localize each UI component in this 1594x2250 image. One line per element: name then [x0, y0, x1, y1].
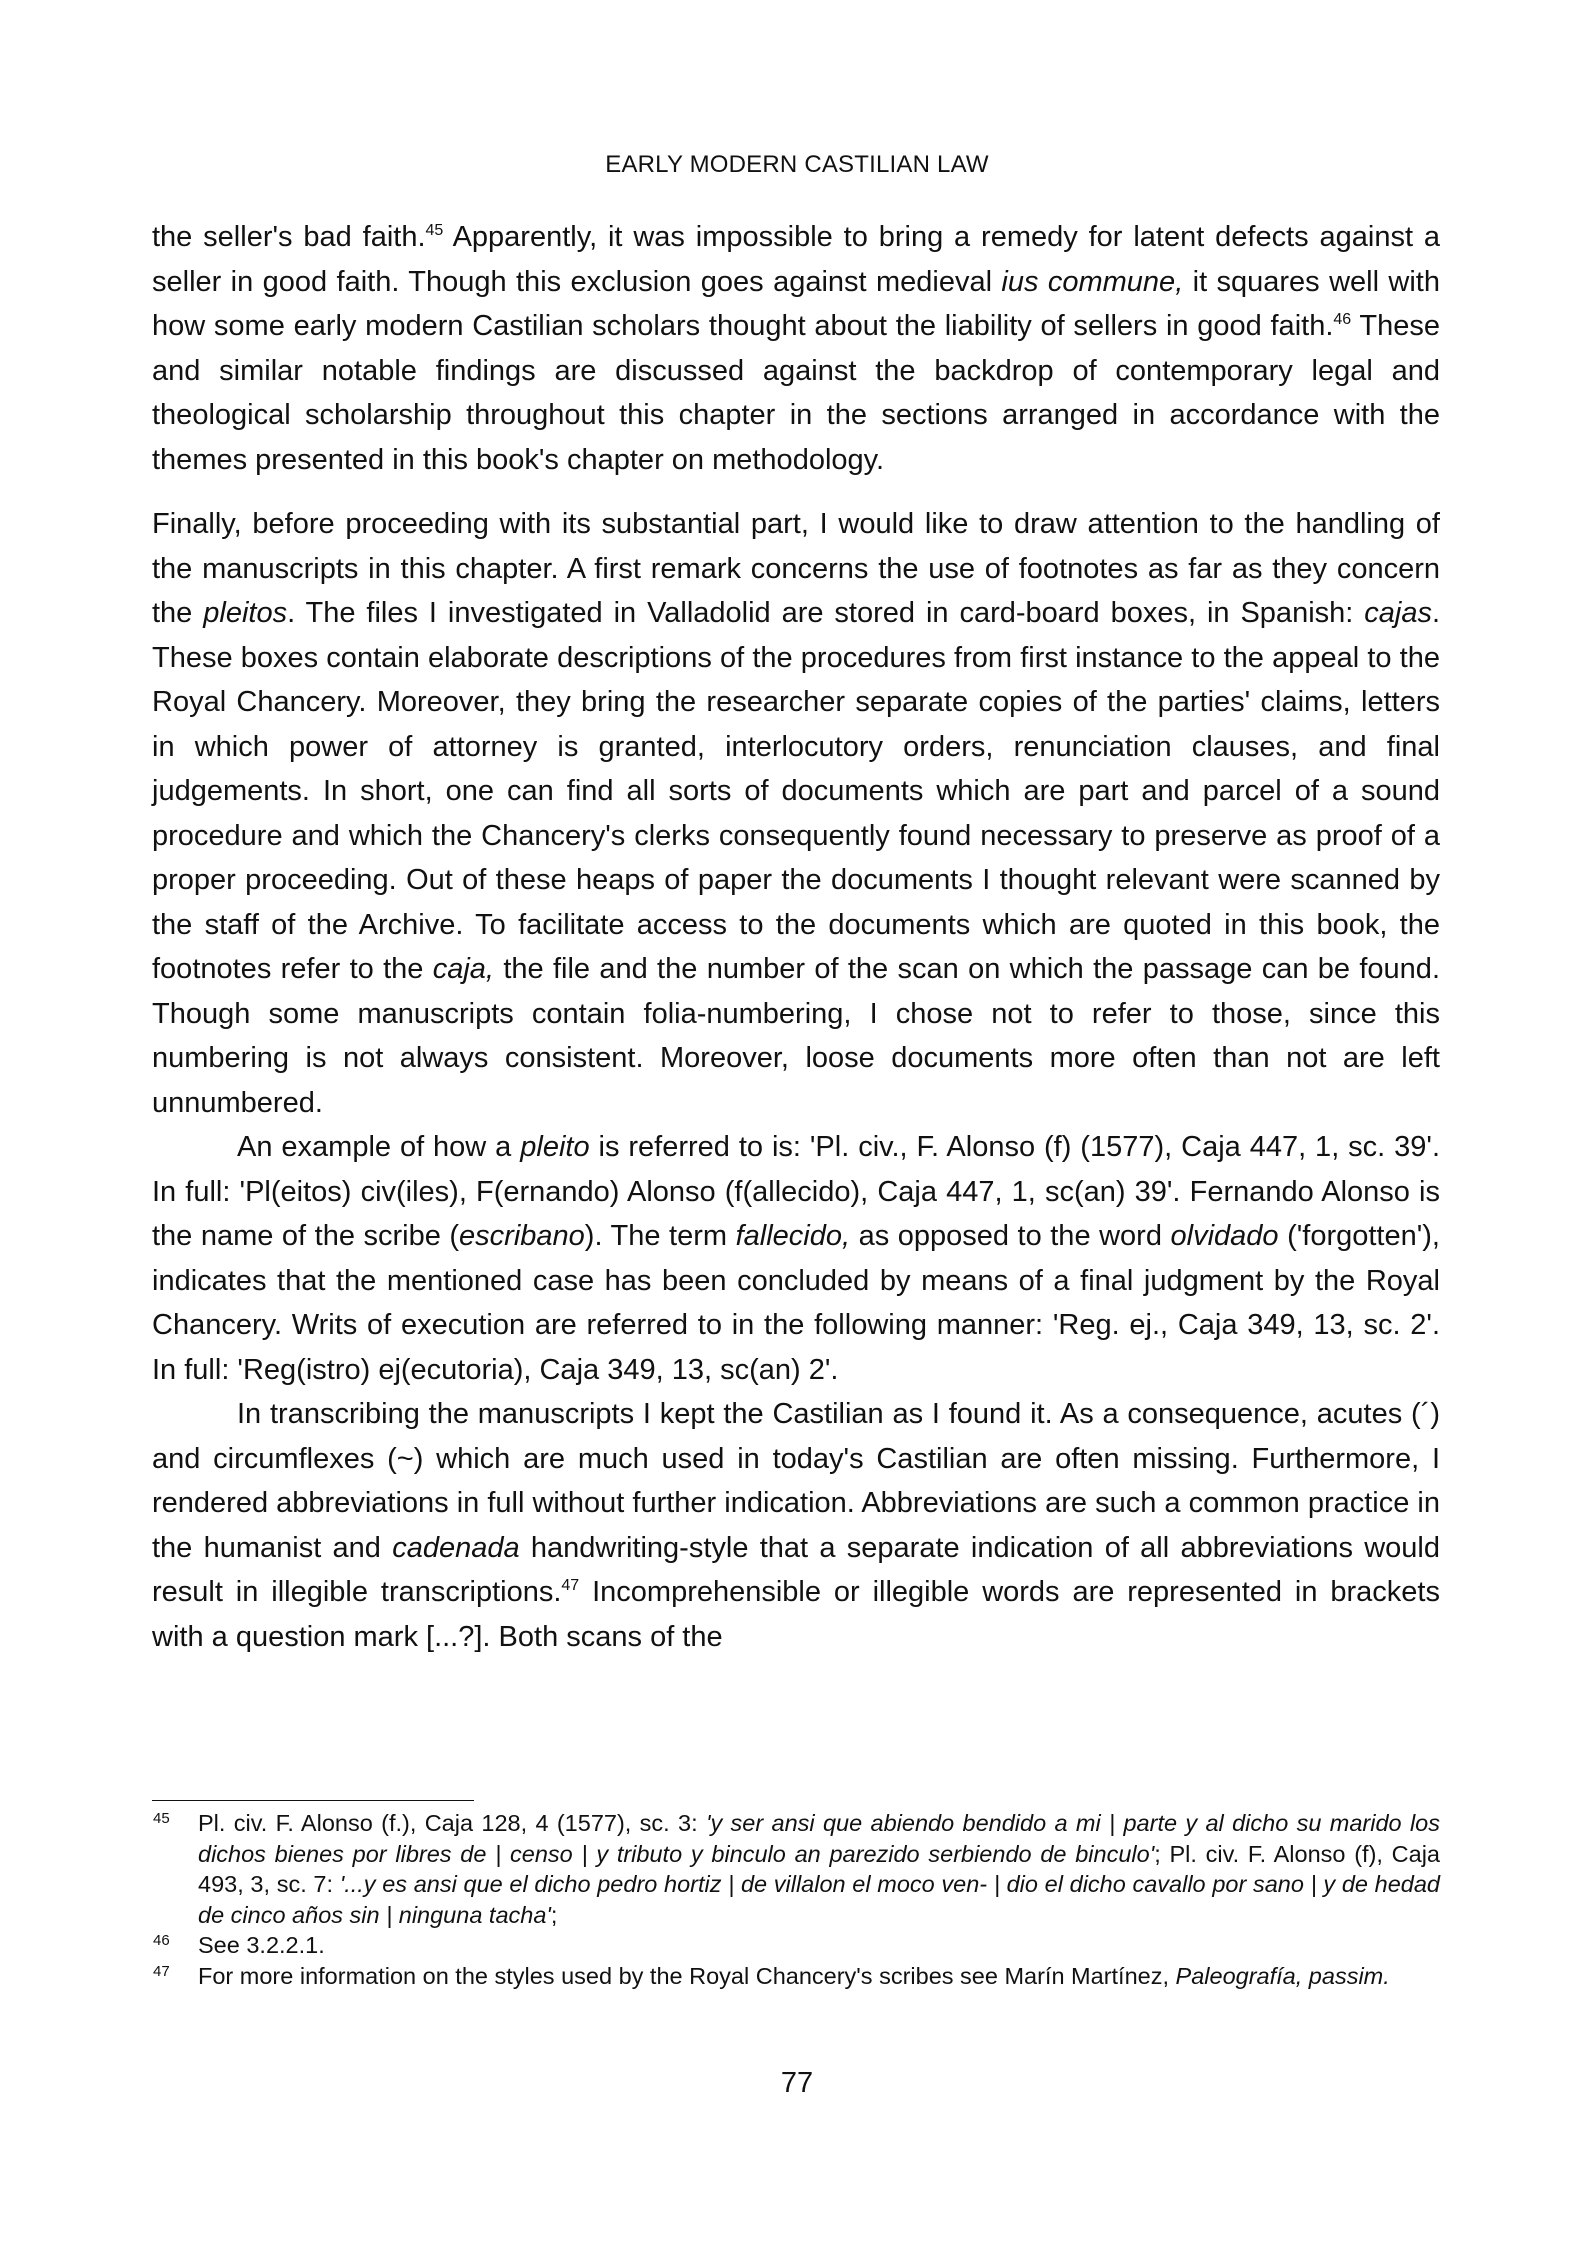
italic-term: caja, — [432, 953, 494, 985]
footnote-ref-47[interactable]: 47 — [561, 1577, 580, 1594]
italic-quote: 'y ser ansi que abiendo bendido a mi | parte y al dicho su marido los dichos bienes por libres de | censo | y tributo y binculo an parezido serbiendo de binculo' — [198, 1810, 1440, 1867]
text-run: ; Pl. civ. F. Alonso (f), Caja 493, 3, sc. 7: — [198, 1840, 1441, 1897]
text-run: ). The term — [584, 1220, 736, 1252]
footnote-number: 46 — [153, 1932, 170, 1949]
italic-term: escribano — [459, 1220, 585, 1252]
italic-term: pleito — [520, 1131, 590, 1163]
italic-quote: '...y es ansi que el dicho pedro hortiz | de villalon el moco ven- | dio el dicho cavallo por sano | y de hedad de cinco años sin | ninguna tacha' — [198, 1871, 1440, 1928]
footnote-45 — [152, 1808, 1440, 1930]
running-head: EARLY MODERN CASTILIAN LAW — [605, 151, 989, 178]
text-run: it squares well with how some early modern Castilian scholars thought about the liability of sellers in good faith. — [152, 265, 1440, 342]
text-run: For more information on the styles used by the Royal Chancery's scribes see Marín Martínez, — [198, 1962, 1176, 1989]
text-run: handwriting-style that a separate indication of all abbreviations would result in illegible transcriptions. — [152, 1531, 1440, 1608]
footnote-46 — [152, 1930, 1440, 1961]
italic-term: cajas — [1364, 597, 1432, 629]
paragraph-3 — [152, 1125, 1440, 1392]
italic-term: ius commune, — [1001, 265, 1184, 298]
footnote-47 — [152, 1961, 1440, 1992]
italic-term: fallecido, — [735, 1220, 851, 1252]
paragraph-4 — [152, 1392, 1440, 1659]
footnote-ref-46[interactable]: 46 — [1333, 311, 1352, 328]
text-run: An example of how a — [237, 1131, 521, 1163]
footnote-number: 47 — [153, 1962, 170, 1980]
text-run: These and similar notable findings are discussed against the backdrop of contemporary legal and theological scholarship throughout this chapter in the sections arranged in accordance with the themes presented in this book's chapter on methodology. — [152, 310, 1440, 476]
text-run: Finally, before proceeding with its substantial part, I would like to draw attention to the handling of the manuscripts in this chapter. A first remark concerns the use of footnotes as far as they concern the — [152, 508, 1440, 629]
text-run: Incomprehensible or illegible words are represented in brackets with a question mark [...?]. Both scans of the — [152, 1576, 1440, 1653]
footnotes — [152, 1808, 1440, 1991]
italic-term: pleitos — [203, 597, 288, 629]
paragraph-2 — [152, 502, 1440, 1125]
text-run: ('forgotten'), indicates that the mentioned case has been concluded by means of a final judgment by the Royal Chancery. Writs of execution are referred to in the following manner: 'Reg. ej., Caja 349, 13, sc. 2'. In full: 'Reg(istro) ej(ecutoria), Caja 349, 13, sc(an) 2'. — [152, 1220, 1440, 1386]
text-run: ; — [550, 1901, 558, 1928]
text-run: . These boxes contain elaborate descriptions of the procedures from first instance to the appeal to the Royal Chancery. Moreover, they bring the researcher separate copies of the parties' claims, letters in which power of attorney is granted, interlocutory orders, renunciation clauses, and final judgements. In short, one can find all sorts of documents which are part and parcel of a sound procedure and which the Chancery's clerks consequently found necessary to preserve as proof of a proper proceeding. Out of these heaps of paper the documents I thought relevant were scanned by the staff of the Archive. To facilitate access to the documents which are quoted in this book, the footnotes refer to the — [152, 597, 1441, 985]
text-run: Pl. civ. F. Alonso (f.), Caja 128, 4 (1577), sc. 3: — [198, 1810, 706, 1836]
text-run: as opposed to the word — [850, 1220, 1171, 1252]
footnote-separator — [152, 1800, 474, 1801]
text-run: the file and the number of the scan on which the passage can be found. Though some manuscripts contain folia-numbering, I chose not to refer to those, since this numbering is not always consistent. Moreover, loose documents more often than not are left unnumbered. — [152, 953, 1440, 1119]
paragraph-1 — [152, 215, 1440, 482]
footnote-ref-45[interactable]: 45 — [425, 222, 444, 239]
page-number: 77 — [780, 2067, 814, 2099]
italic-term: cadenada — [392, 1531, 520, 1564]
main-text — [152, 215, 1440, 1659]
text-run: is referred to is: 'Pl. civ., F. Alonso (f) (1577), Caja 447, 1, sc. 39'. In full: 'Pl(eitos) civ(iles), F(ernando) Alonso (f(allecido), Caja 447, 1, sc(an) 39'. Fernando Alonso is the name of the scribe ( — [152, 1131, 1441, 1252]
footnote-number: 45 — [153, 1810, 170, 1827]
text-run: Apparently, it was impossible to bring a remedy for latent defects against a seller in good faith. Though this exclusion goes against medieval — [152, 221, 1441, 298]
text-run: the seller's bad faith. — [152, 221, 426, 253]
italic-term: olvidado — [1170, 1220, 1279, 1252]
italic-citation: Paleografía, passim. — [1175, 1962, 1390, 1989]
text-run: In transcribing the manuscripts I kept the Castilian as I found it. As a consequence, acutes (´) and circumflexes (~) which are much used in today's Castilian are often missing. Furthermore, I rendered abbreviations in full without further indication. Abbreviations are such a common practice in the humanist and — [152, 1398, 1440, 1564]
text-run: . The files I investigated in Valladolid are stored in card-board boxes, in Spanish: — [287, 597, 1365, 629]
text-run: See 3.2.2.1. — [198, 1932, 325, 1958]
